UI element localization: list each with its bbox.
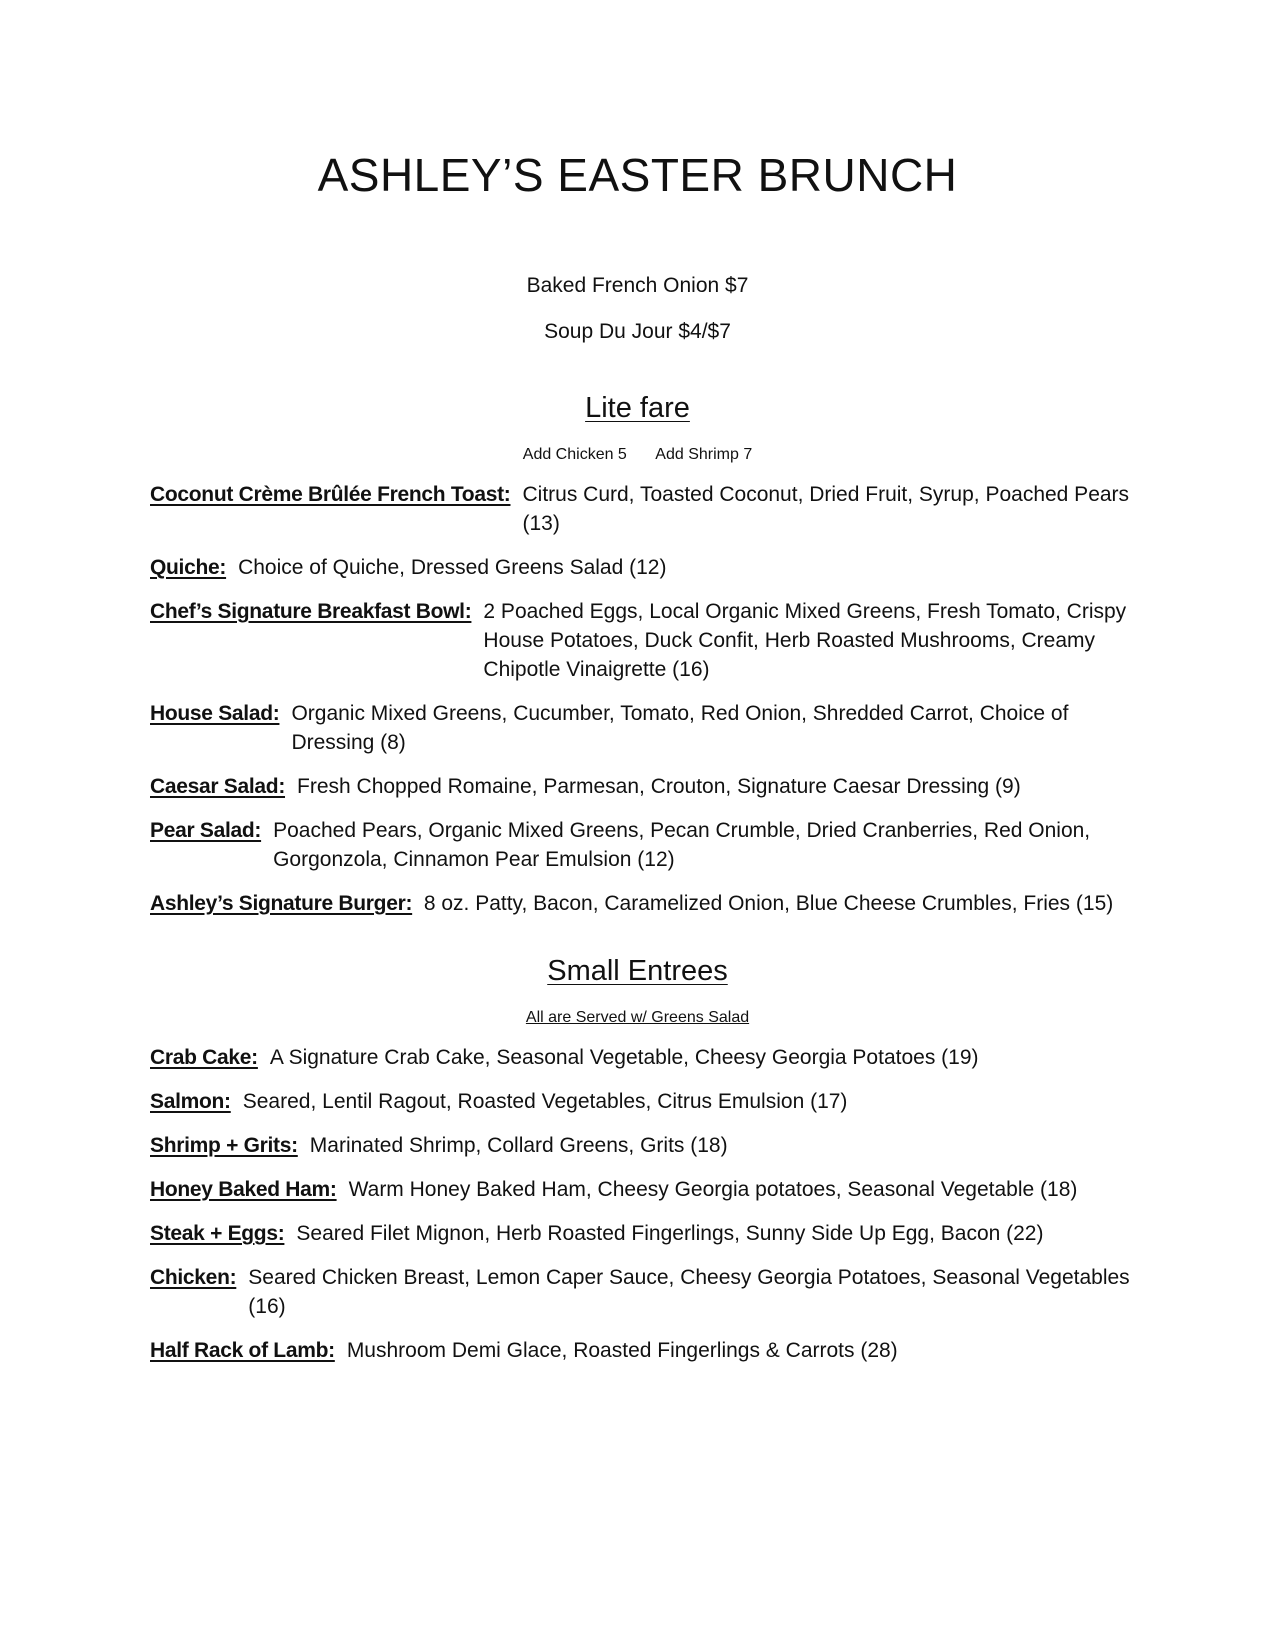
menu-item-desc: Warm Honey Baked Ham, Cheesy Georgia potatoes, Seasonal Vegetable (18) <box>348 1178 1078 1201</box>
small-entrees-note-text: All are Served w/ Greens Salad <box>525 1009 750 1026</box>
menu-item <box>150 1219 1130 1248</box>
menu-item-desc: Marinated Shrimp, Collard Greens, Grits (18) <box>309 1134 728 1157</box>
menu-item <box>150 816 1130 874</box>
menu-item <box>150 1043 1130 1072</box>
menu-item <box>150 699 1130 757</box>
menu-item-name: Chef’s Signature Breakfast Bowl: <box>150 600 472 623</box>
menu-item-name: Honey Baked Ham: <box>150 1178 337 1201</box>
menu-item-desc: Citrus Curd, Toasted Coconut, Dried Fruit, Syrup, Poached Pears (13) <box>522 483 1130 535</box>
lite-fare-addons <box>0 446 1275 464</box>
menu-item-name: Shrimp + Grits: <box>150 1134 298 1157</box>
menu-item <box>150 1263 1130 1321</box>
menu-item-name: Crab Cake: <box>150 1046 258 1069</box>
menu-item-desc: A Signature Crab Cake, Seasonal Vegetable, Cheesy Georgia Potatoes (19) <box>269 1046 979 1069</box>
menu-item <box>150 889 1130 918</box>
menu-item <box>150 1087 1130 1116</box>
menu-item-desc: 2 Poached Eggs, Local Organic Mixed Greens, Fresh Tomato, Crispy House Potatoes, Duck Confit, Herb Roasted Mushrooms, Creamy Chipotle Vinaigrette (16) <box>483 600 1127 681</box>
menu-item-name: Caesar Salad: <box>150 775 286 798</box>
menu-item-desc: Mushroom Demi Glace, Roasted Fingerlings & Carrots (28) <box>346 1339 898 1362</box>
menu-item-desc: Organic Mixed Greens, Cucumber, Tomato, Red Onion, Shredded Carrot, Choice of Dressing (8) <box>291 702 1069 754</box>
menu-item-desc: Seared Filet Mignon, Herb Roasted Fingerlings, Sunny Side Up Egg, Bacon (22) <box>296 1222 1044 1245</box>
menu-item <box>150 553 1130 582</box>
menu-item <box>150 480 1130 538</box>
menu-item-name: Salmon: <box>150 1090 231 1113</box>
addon-chicken: Add Chicken 5 <box>522 446 627 463</box>
menu-item-name: Ashley’s Signature Burger: <box>150 892 413 915</box>
menu-item-name: Coconut Crème Brûlée French Toast: <box>150 483 511 506</box>
menu-title: ASHLEY’S EASTER BRUNCH <box>317 149 958 201</box>
small-entrees-note <box>0 1009 1275 1027</box>
soup-item: Soup Du Jour $4/$7 <box>544 320 731 343</box>
menu-item-name: Half Rack of Lamb: <box>150 1339 335 1362</box>
menu-item-name: House Salad: <box>150 702 280 725</box>
menu-item <box>150 1336 1130 1365</box>
menu-item <box>150 597 1130 684</box>
menu-item-name: Pear Salad: <box>150 819 262 842</box>
menu-item-name: Quiche: <box>150 556 227 579</box>
menu-item <box>150 1175 1130 1204</box>
lite-fare-heading: Lite fare <box>585 392 690 424</box>
menu-item-desc: Fresh Chopped Romaine, Parmesan, Crouton, Signature Caesar Dressing (9) <box>297 775 1021 798</box>
menu-item-name: Steak + Eggs: <box>150 1222 285 1245</box>
lite-fare-items <box>150 480 1130 933</box>
menu-item-desc: Seared, Lentil Ragout, Roasted Vegetables, Citrus Emulsion (17) <box>242 1090 848 1113</box>
menu-item <box>150 1131 1130 1160</box>
soup-list <box>0 272 1275 364</box>
addon-shrimp: Add Shrimp 7 <box>655 446 753 463</box>
menu-item-desc: Choice of Quiche, Dressed Greens Salad (12) <box>238 556 667 579</box>
menu-item-name: Chicken: <box>150 1266 237 1289</box>
soup-item: Baked French Onion $7 <box>526 274 749 297</box>
menu-item-desc: 8 oz. Patty, Bacon, Caramelized Onion, Blue Cheese Crumbles, Fries (15) <box>423 892 1114 915</box>
menu-item-desc: Seared Chicken Breast, Lemon Caper Sauce, Cheesy Georgia Potatoes, Seasonal Vegetables (16) <box>248 1266 1130 1318</box>
menu-item-desc: Poached Pears, Organic Mixed Greens, Pecan Crumble, Dried Cranberries, Red Onion, Gorgonzola, Cinnamon Pear Emulsion (12) <box>273 819 1091 871</box>
menu-item <box>150 772 1130 801</box>
small-entrees-items <box>150 1043 1130 1380</box>
small-entrees-heading: Small Entrees <box>547 955 728 987</box>
